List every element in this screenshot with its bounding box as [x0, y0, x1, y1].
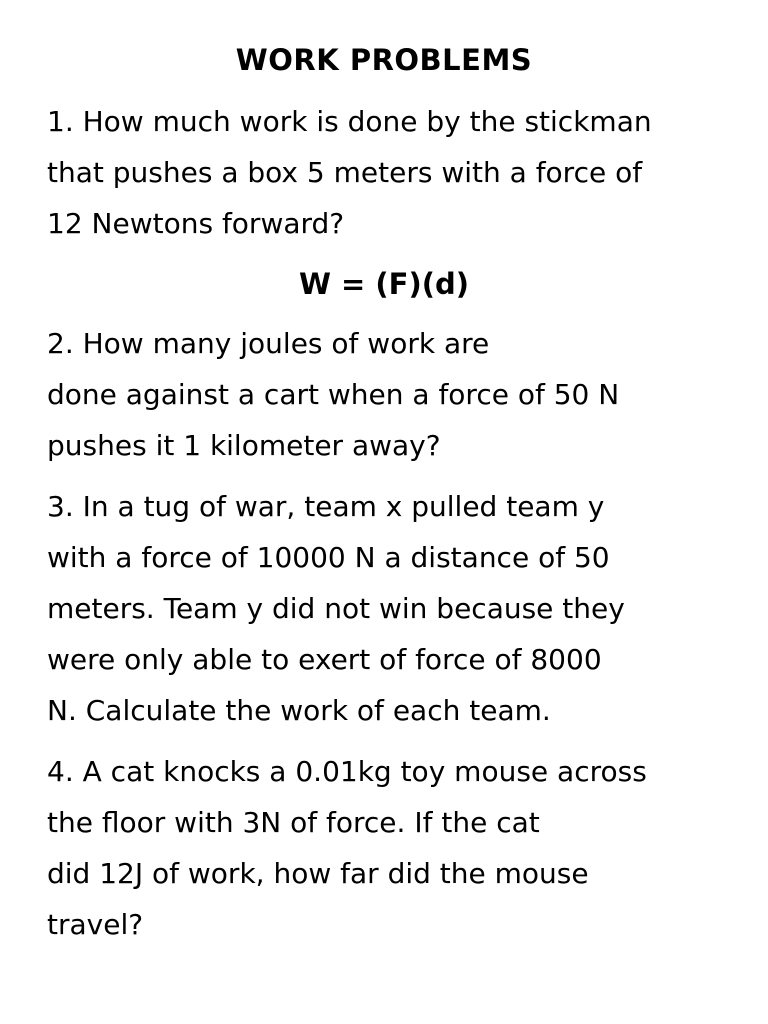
- question-2-line: pushes it 1 kilometer away?: [47, 429, 441, 462]
- page-title: WORK PROBLEMS: [235, 43, 533, 77]
- work-formula: W = (F)(d): [298, 267, 470, 301]
- question-1: [47, 96, 737, 249]
- question-4: [47, 746, 737, 950]
- question-3-line: meters. Team y did not win because they: [47, 592, 625, 625]
- question-4-line: the floor with 3N of force. If the cat: [47, 806, 540, 839]
- question-1-line: 12 Newtons forward?: [47, 207, 345, 240]
- question-2: [47, 318, 737, 471]
- question-3-line: 3. In a tug of war, team x pulled team y: [47, 490, 605, 523]
- question-4-line: travel?: [47, 908, 144, 941]
- question-4-line: did 12J of work, how far did the mouse: [47, 857, 589, 890]
- question-2-line: done against a cart when a force of 50 N: [47, 378, 620, 411]
- question-3: [47, 481, 737, 736]
- question-3-line: with a force of 10000 N a distance of 50: [47, 541, 610, 574]
- question-2-line: 2. How many joules of work are: [47, 327, 490, 360]
- question-1-line: that pushes a box 5 meters with a force of: [47, 156, 643, 189]
- question-3-line: N. Calculate the work of each team.: [47, 694, 551, 727]
- question-4-line: 4. A cat knocks a 0.01kg toy mouse across: [47, 755, 647, 788]
- question-1-line: 1. How much work is done by the stickman: [47, 105, 652, 138]
- question-3-line: were only able to exert of force of 8000: [47, 643, 602, 676]
